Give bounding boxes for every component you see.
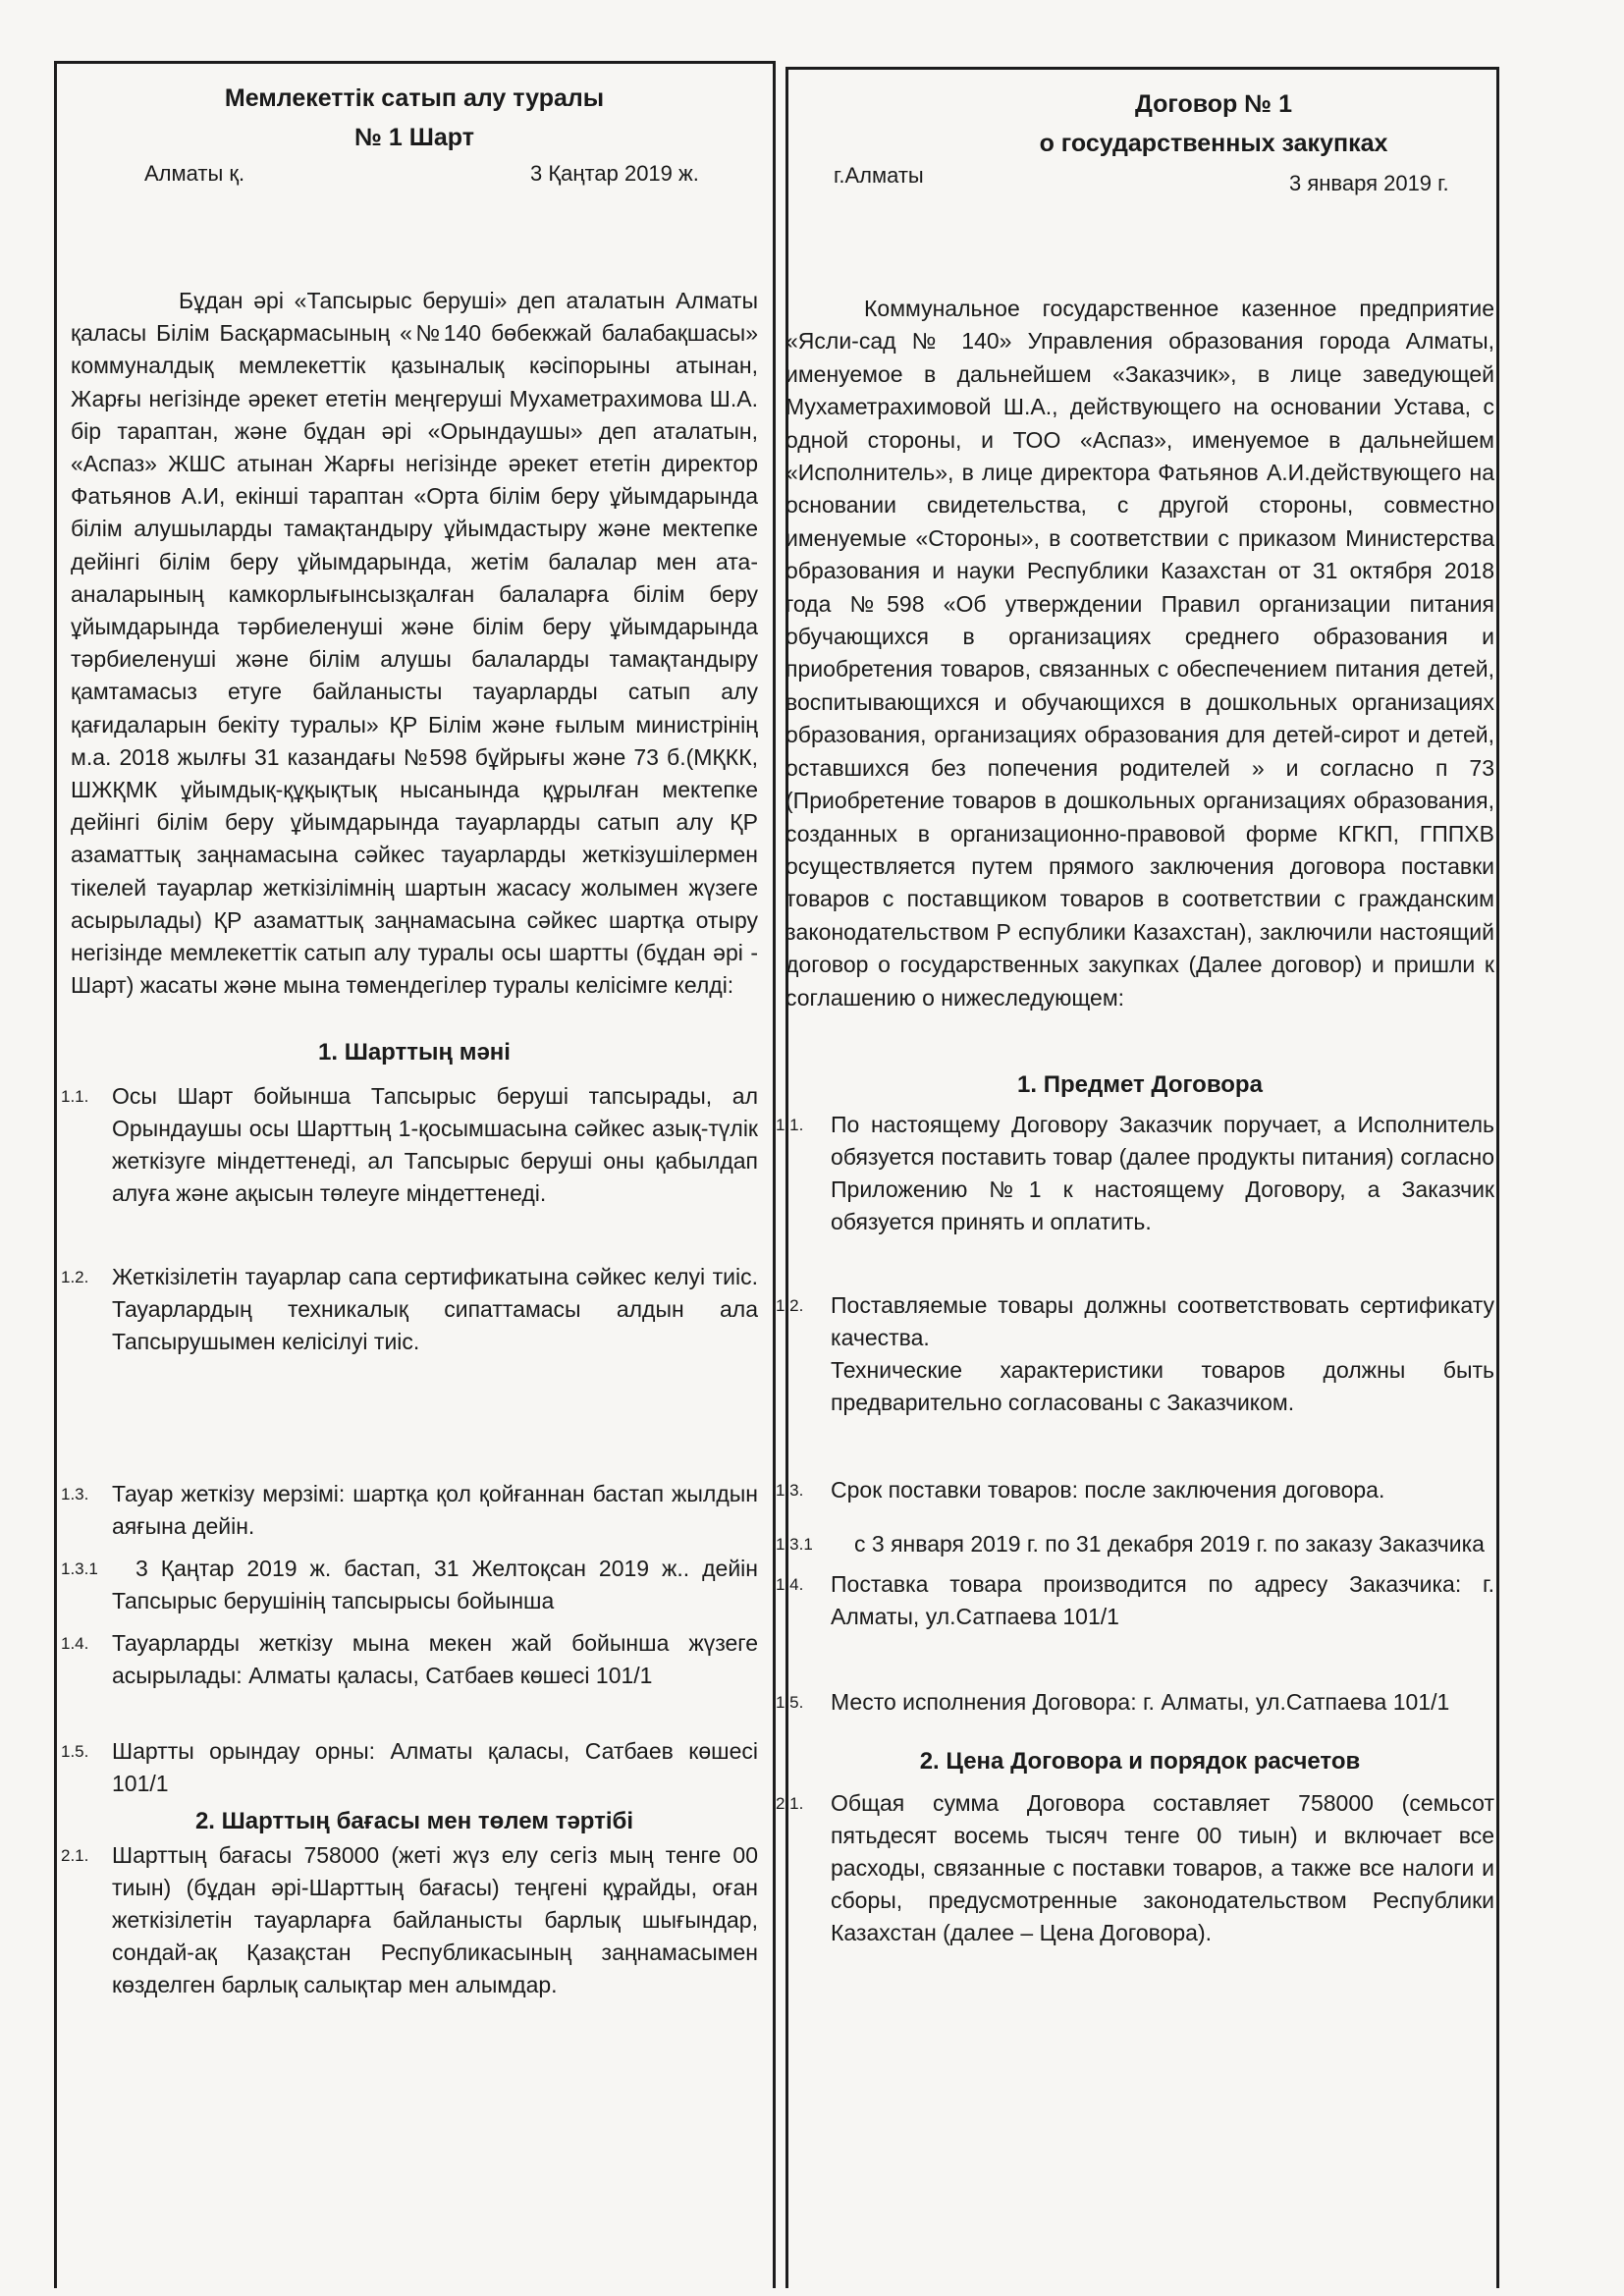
kz-title-line-1: Мемлекеттік сатып алу туралы [224,84,605,112]
kz-clause-text: Осы Шарт бойынша Тапсырыс беруші тапсырады, ал Орындаушы осы Шарттың 1-қосымшасына сәйкес азық-түлік жеткізуге міндеттенеді, ал Тапсырыс беруші оны қабылдап алуға және ақысын төлеуге міндеттенеді. [112,1083,758,1207]
ru-clause-text: Срок поставки товаров: после заключения договора. [831,1476,1385,1503]
ru-clause-2-1 [776,1787,1494,1949]
ru-clause-number: 2.1. [776,1793,804,1813]
ru-city-date-line [785,163,1494,208]
ru-clause-text: Общая сумма Договора составляет 758000 (семьсот пятьдесят восемь тысяч тенге 00 тиын) и включает все расходы, связанные с поставки товаров, а также все налоги и сборы, предусмотренные законодательством Республики Казахстан (далее – Цена Договора). [831,1789,1494,1945]
russian-column [776,71,1494,1949]
ru-clause-1-1 [776,1109,1494,1238]
kazakh-column [61,71,758,2001]
ru-intro-paragraph: Коммунальное государственное казенное предприятие «Ясли-сад № 140» Управления образования города Алматы, именуемое в дальнейшем «Заказчик», в лице заведующей Мухаметрахимовой Ш.А., действующего на основании Устава, с одной стороны, и ТОО «Аспаз», именуемое в дальнейшем «Исполнитель», в лице директора Фатьянов А.И.действующего на основании свидетельства, с другой стороны, совместно именуемые «Стороны», в соответствии с приказом Министерства образования и науки Республики Казахстан от 31 октября 2018 года №598 «Об утверждении Правил организации питания обучающихся в организациях среднего образования и приобретения товаров, связанных с обеспечением питания детей, воспитывающихся и обучающихся в дошкольных организациях образования, организациях образования для детей-сирот и детей, оставшихся без попечения родителей » и согласно п 73 (Приобретение товаров в дошкольных организациях образования, созданных в организационно-правовой форме КГКП, ГППХВ осуществляется путем прямого заключения договора поставки товаров с поставщиком товаров в соответствии с гражданским законодательством Р еспублики Казахстан), заключили настоящий договор о государственных закупках (Далее договор) и пришли к соглашению о нижеследующем: [785,296,1494,1011]
kz-clause-number: 1.2. [61,1268,89,1287]
ru-clause-1-3-1 [776,1528,1494,1560]
kz-city: Алматы қ. [144,161,245,186]
ru-date: 3 января 2019 г. [1289,171,1449,195]
kz-clause-number: 1.3.1 [61,1559,98,1579]
ru-clause-1-4 [776,1568,1494,1633]
kz-clause-1-5 [61,1735,758,1800]
right-border-line [1496,67,1499,2288]
kz-clause-text: Жеткізілетін тауарлар сапа сертификатына сәйкес келуі тиіс. Тауарлардың техникалық сипаттамасы алдын ала Тапсырушымен келісілуі тиіс. [112,1264,758,1355]
kz-clause-number: 1.1. [61,1087,89,1107]
ru-section-2-heading: 2. Цена Договора и порядок расчетов [919,1747,1361,1775]
ru-city: г.Алматы [834,163,924,188]
kz-clause-1-3-1 [61,1553,758,1617]
kz-clause-1-4 [61,1627,758,1692]
top-border-left [54,61,776,64]
ru-clause-number: 1.3. [776,1480,804,1500]
kz-clause-1-2 [61,1261,758,1358]
ru-clause-number: 1.1. [776,1115,804,1134]
kz-clause-2-1 [61,1839,758,2001]
ru-clause-1-3 [776,1474,1494,1506]
kz-clause-text: Шарттың бағасы 758000 (жеті жүз елу сегіз мың тенге 00 тиын) (бұдан әрі-Шарттың бағасы) теңгені құрайды, оған жеткізілетін тауарларға байланысты барлық шығындар, сондай-ақ Қазақстан Республикасының заңнамасымен көзделген барлық салықтар мен алымдар. [112,1842,758,1998]
kz-title-line-2: № 1 Шарт [354,124,474,151]
top-border-right [785,67,1499,70]
kz-clause-number: 1.4. [61,1634,89,1654]
kz-clause-1-3 [61,1478,758,1543]
ru-clause-text: Место исполнения Договора: г. Алматы, ул.Сатпаева 101/1 [831,1688,1450,1715]
kz-date: 3 Қаңтар 2019 ж. [530,161,699,186]
left-border-line [54,61,57,2288]
kz-clause-1-1 [61,1080,758,1210]
kz-section-1-heading: 1. Шарттың мәні [318,1039,511,1066]
ru-clause-number: 1.3.1 [776,1534,813,1554]
ru-clause-1-2 [776,1289,1494,1419]
ru-clause-1-5 [776,1686,1494,1719]
ru-clause-text: Поставка товара производится по адресу Заказчика: г. Алматы, ул.Сатпаева 101/1 [831,1570,1494,1629]
kz-clause-text: 3 Қаңтар 2019 ж. бастап, 31 Желтоқсан 2019 ж.. дейін Тапсырыс берушінің тапсырысы бойынша [112,1556,758,1614]
kz-clause-text: Тауарларды жеткізу мына мекен жай бойынша жүзеге асырылады: Алматы қаласы, Сатбаев көшесі 101/1 [112,1630,758,1689]
ru-clause-text: По настоящему Договору Заказчик поручает, а Исполнитель обязуется поставить товар (далее продукты питания) согласно Приложению №1 к настоящему Договору, а Заказчик обязуется принять и оплатить. [831,1111,1494,1234]
kz-city-date-line [71,157,758,202]
ru-clause-text: с 3 января 2019 г. по 31 декабря 2019 г. по заказу Заказчика [854,1530,1485,1557]
kz-clause-number: 1.5. [61,1742,89,1762]
ru-title-line-1: Договор № 1 [1135,90,1292,118]
kz-clause-text: Тауар жеткізу мерзімі: шартқа қол қойғаннан бастап жылдын аяғына дейін. [112,1481,758,1540]
kz-clause-number: 1.3. [61,1485,89,1504]
ru-section-1-heading: 1. Предмет Договора [1017,1070,1263,1098]
ru-clause-text: Поставляемые товары должны соответствовать сертификату качества. [831,1291,1494,1350]
ru-clause-text-2: Технические характеристики товаров должны быть предварительно согласованы с Заказчиком. [831,1356,1494,1415]
ru-title-line-2: о государственных закупках [1039,130,1388,157]
ru-clause-number: 1.5. [776,1692,804,1712]
column-divider-left [773,61,776,2288]
ru-clause-number: 1.4. [776,1574,804,1594]
ru-clause-number: 1.2. [776,1295,804,1315]
kz-intro-paragraph: Бұдан әрі «Тапсырыс беруші» деп аталатын Алматы қаласы Білім Басқармасының «№140 бөбекжай балабақшасы» коммуналдық мемлекеттік қазыналық кәсіпорыны атынан, Жарғы негізінде әрекет ететін меңгеруші Мухаметрахимова Ш.А. бір тараптан, және бұдан әрі «Орындаушы» деп аталатын, «Аспаз» ЖШС атынан Жарғы негізінде әрекет ететін директор Фатьянов А.И, екінші тараптан «Орта білім беру ұйымдарында білім алушыларды тамақтандыру ұйымдастыру және мектепке дейінгі білім беру ұйымдарында, жетім балалар мен ата-аналарының камкорлығынсызқалған балаларға білім беру ұйымдарында тәрбиеленуші және білім беру ұйымдарында тәрбиеленуші және білім алушы балаларды тамақтандыру қамтамасыз етуге байланысты тауарларды сатып алу қағидаларын бекіту туралы» ҚР Білім және ғылым министрінің м.а. 2018 жылғы 31 казандағы №598 бұйрығы және 73 б.(МҚКК, ШЖҚМК ұйымдық-құқықтық нысанында құрылған мектепке дейінгі білім беру ұйымдарында тауарларды сатып алу ҚР азаматтық заңнамасына сәйкес тауарларды жеткізушілермен тікелей тауарлар жеткізілімнің шартын жасасу жолымен жүзеге асырылады) ҚР азаматтық заңнамасына сәйкес шартқа отыру негізінде мемлекеттік сатып алу туралы осы шартты (бұдан әрі - Шарт) жасаты және мына төмендегілер туралы келісімге келді: [71,288,758,999]
kz-clause-text: Шартты орындау орны: Алматы қаласы, Сатбаев көшесі 101/1 [112,1738,758,1797]
kz-clause-number: 2.1. [61,1846,89,1866]
kz-section-2-heading: 2. Шарттың бағасы мен төлем тәртібі [194,1808,634,1835]
